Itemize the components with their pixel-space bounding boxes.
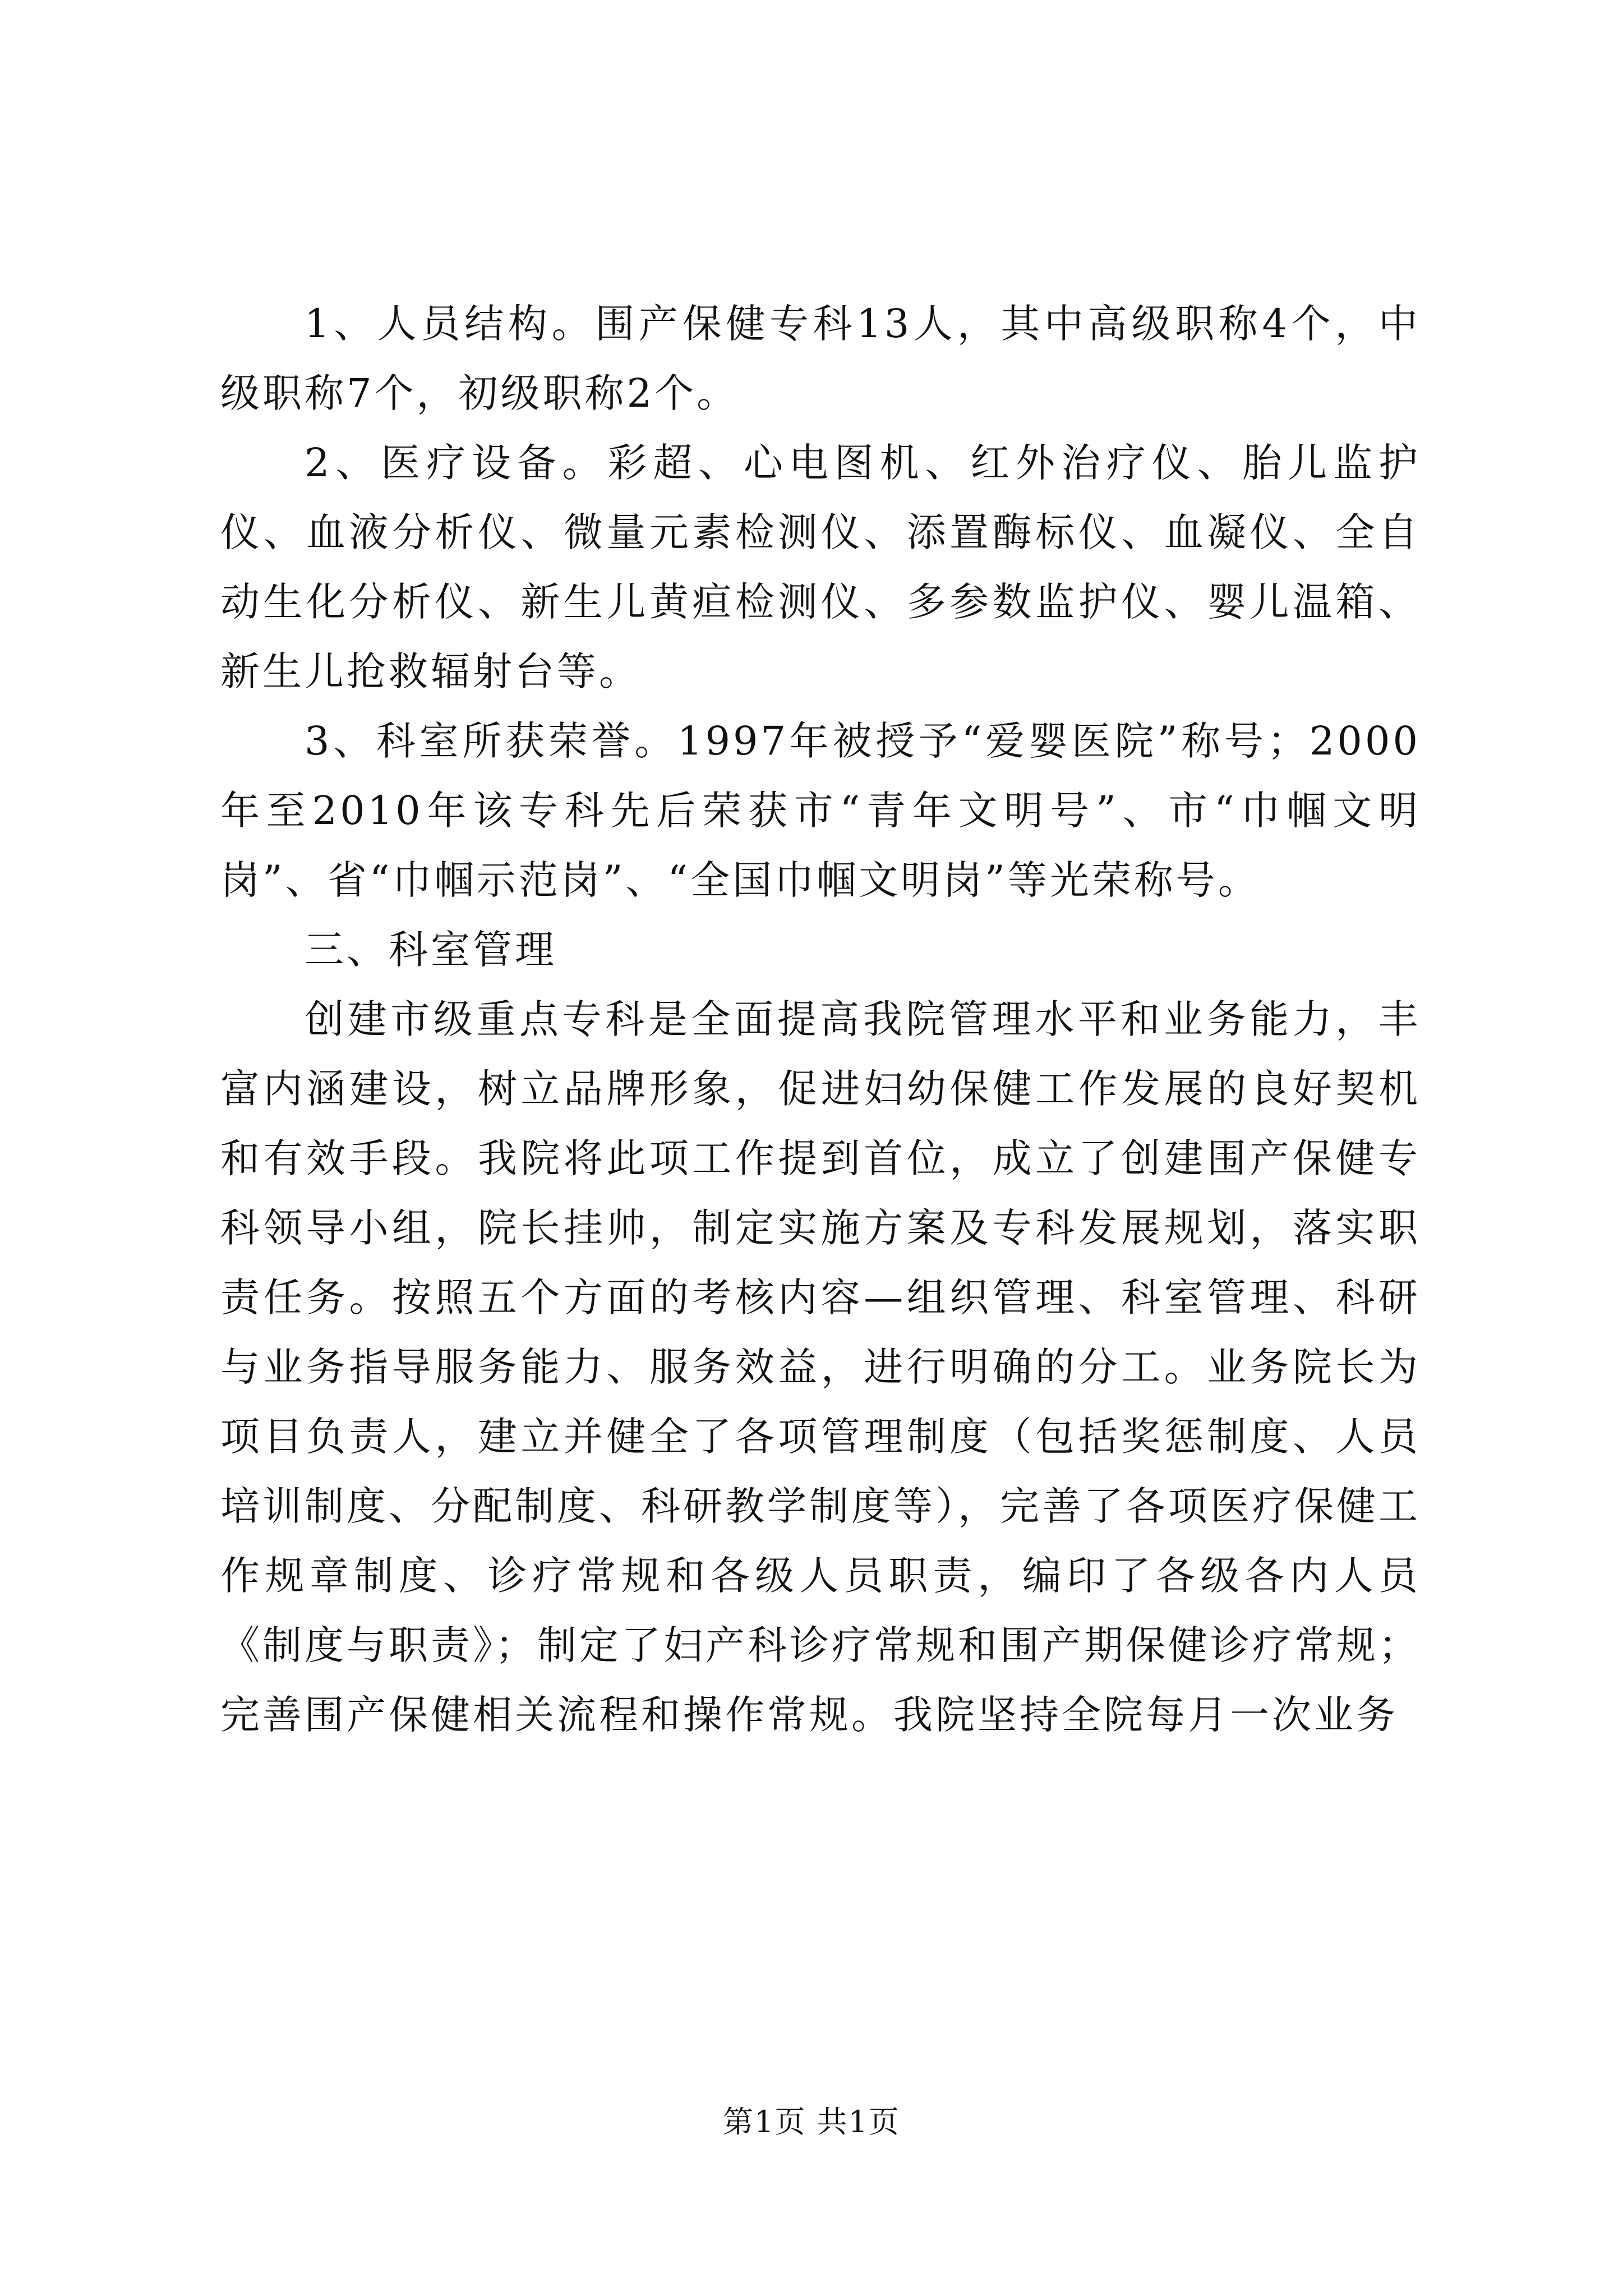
document-body — [220, 289, 1421, 1750]
page-footer: 第1页 共1页 — [723, 2104, 900, 2139]
paragraph-medical-equipment: 2、医疗设备。彩超、心电图机、红外治疗仪、胎儿监护仪、血液分析仪、微量元素检测仪、添置酶标仪、血凝仪、全自动生化分析仪、新生儿黄疸检测仪、多参数监护仪、婴儿温箱、新生儿抢救辐射台等。 — [220, 440, 1421, 694]
section-heading-department-management: 三、科室管理 — [305, 927, 557, 973]
paragraph-management-details: 创建市级重点专科是全面提高我院管理水平和业务能力，丰富内涵建设，树立品牌形象，促进妇幼保健工作发展的良好契机和有效手段。我院将此项工作提到首位，成立了创建围产保健专科领导小组，院长挂帅，制定实施方案及专科发展规划，落实职责任务。按照五个方面的考核内容—组织管理、科室管理、科研与业务指导服务能力、服务效益，进行明确的分工。业务院长为项目负责人，建立并健全了各项管理制度（包括奖惩制度、人员培训制度、分配制度、科研教学制度等），完善了各项医疗保健工作规章制度、诊疗常规和各级人员职责，编印了各级各内人员《制度与职责》；制定了妇产科诊疗常规和围产期保健诊疗常规；完善围产保健相关流程和操作常规。我院坚持全院每月一次业务 — [220, 996, 1421, 1738]
paragraph-department-honors: 3、科室所获荣誉。1997年被授予“爱婴医院”称号；2000年至2010年该专科先后荣获市“青年文明号”、市“巾帼文明岗”、省“巾帼示范岗”、“全国巾帼文明岗”等光荣称号。 — [220, 718, 1421, 903]
paragraph-personnel-structure: 1、人员结构。围产保健专科13人，其中高级职称4个，中级职称7个，初级职称2个。 — [220, 301, 1421, 416]
